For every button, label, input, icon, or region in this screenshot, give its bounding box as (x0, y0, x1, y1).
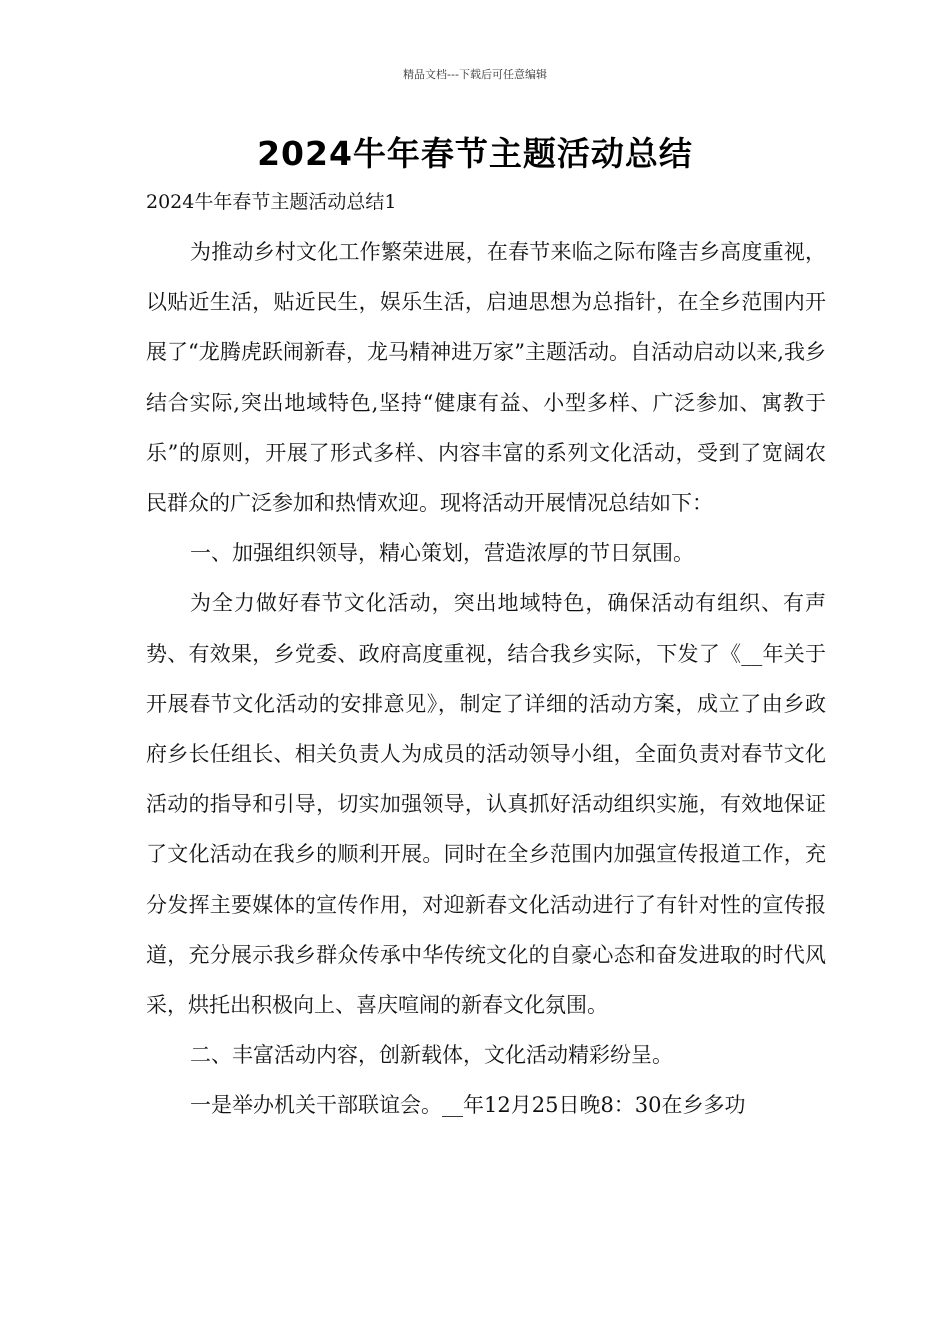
section-heading-2: 二、丰富活动内容，创新载体，文化活动精彩纷呈。 (190, 1043, 673, 1068)
header-note: 精品文档---下载后可任意编辑 (403, 68, 547, 81)
paragraph-section-1: 为全力做好春节文化活动，突出地域特色，确保活动有组织、有声势、有效果，乡党委、政府高度重视，结合我乡实际，下发了《__年关于开展春节文化活动的安排意见》，制定了详细的活动方案，成立了由乡政府乡长任组长、相关负责人为成员的活动领导小组，全面负责对春节文化活动的指导和引导，切实加强领导，认真抓好活动组织实施，有效地保证了文化活动在我乡的顺利开展。同时在全乡范围内加强宣传报道工作，充分发挥主要媒体的宣传作用，对迎新春文化活动进行了有针对性的宣传报道，充分展示我乡群众传承中华传统文化的自豪心态和奋发进取的时代风采，烘托出积极向上、喜庆喧闹的新春文化氛围。 (146, 591, 826, 1018)
section-heading-1: 一、加强组织领导，精心策划，营造浓厚的节日氛围。 (190, 541, 694, 566)
document-subtitle: 2024牛年春节主题活动总结1 (146, 191, 397, 213)
document-title: 2024牛年春节主题活动总结 (257, 134, 693, 173)
paragraph-intro: 为推动乡村文化工作繁荣进展，在春节来临之际布隆吉乡高度重视，以贴近生活，贴近民生，娱乐生活，启迪思想为总指针，在全乡范围内开展了“龙腾虎跃闹新春，龙马精神进万家”主题活动。自活动启动以来,我乡结合实际,突出地域特色,坚持“健康有益、小型多样、广泛参加、寓教于乐”的原则，开展了形式多样、内容丰富的系列文化活动，受到了宽阔农民群众的广泛参加和热情欢迎。现将活动开展情况总结如下： (146, 240, 826, 516)
paragraph-section-2: 一是举办机关干部联谊会。__年12月25日晚8：30在乡多功 (190, 1093, 746, 1118)
document-body (146, 227, 826, 1131)
